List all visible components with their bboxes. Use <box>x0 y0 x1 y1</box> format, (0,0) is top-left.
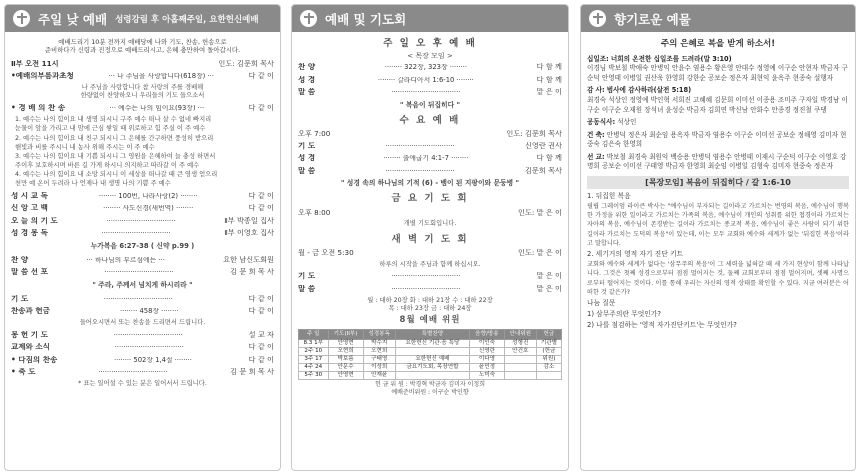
lyric-line: 3. 예수는 나의 힘이요 내 기쁨 되시니 그 영원을 은혜하여 늘 충성 하면서 <box>15 152 216 160</box>
table-cell: 이인숙 <box>470 339 505 347</box>
offerings-panel <box>580 4 856 471</box>
table-row <box>299 339 562 347</box>
section-label: 십일조: <box>587 54 609 63</box>
table-row <box>299 363 562 371</box>
prep-committee: 예배준비위원 : 이구순 박인향 <box>391 389 469 397</box>
discussion-heading: 나눔 질문 <box>587 299 616 308</box>
order-item: ··· 하나님의 부르심에는 ··· <box>86 256 165 264</box>
table-cell: 이다영 <box>470 355 505 363</box>
order-row <box>11 343 274 352</box>
order-label: 교제와 소식 <box>11 343 50 352</box>
question: 1) 삼무주의란 무엇인가? <box>587 310 661 319</box>
table-cell: 8.3 1부 <box>299 339 329 347</box>
table-cell: 위원) <box>536 355 561 363</box>
intro-text <box>11 38 274 54</box>
donor-names: 박보철 최경숙 최원익 백승용 안병덕 염용수 안병태 이재시 구순덕 이구순 이영호 강명희 공보순 이미선 구태영 박금자 한영희 최순임 이병일 김형숙 김미자 현중숙 정은자 <box>587 152 847 171</box>
order-performer: 맡 은 이 <box>536 272 562 281</box>
donor-names: 이경님 박보철 박애숙 안병익 안윤수 염용수 황은영 안대수 정영예 이구순 안현자 박금자 구순덕 안영태 이병일 권산욱 한영희 강한순 공보순 정은자 최현익 윤옥주 현종숙 설행자 <box>587 64 848 82</box>
donor-names: 안병덕 정은자 최순임 용옥자 박금자 염용수 이구순 이미선 공보순 정해영 김미자 현중숙 김은숙 한영희 <box>587 130 847 149</box>
order-row <box>11 192 274 201</box>
meal-section <box>587 118 849 128</box>
order-row <box>298 63 562 72</box>
table-cell: 안문수 <box>328 363 363 371</box>
order-row <box>11 217 274 226</box>
order-label: 찬 양 <box>11 255 29 264</box>
leader-label: 인도: 김문희 목사 <box>218 60 274 68</box>
order-performer: Ⅱ부 박종일 집사 <box>224 216 274 225</box>
pm-theme: " 복음이 뒤집히다 " <box>399 100 461 109</box>
order-performer: 김 문 희 목 사 <box>230 268 274 276</box>
mission-section <box>587 153 849 172</box>
offering-note: 들어오시면서 또는 찬송을 드리면서 드립니다. <box>79 319 206 327</box>
cross-icon <box>589 10 606 27</box>
column-header: 특별찬양 <box>395 330 469 339</box>
intro-line: 예배드리기 10분 전까지 예배당에 나와 기도, 찬송, 헌송으로 <box>58 38 227 46</box>
table-cell: 안영현 <box>328 371 363 379</box>
lyric-line: 2. 예수는 나의 힘이요 내 친구 되시니 그 은혜를 간구하면 풍성히 받으리 <box>15 134 214 142</box>
order-item: ········ 사도신경(새번역) ········ <box>103 205 194 213</box>
order-performer: 설 교 자 <box>248 330 274 339</box>
order-item: ································ <box>103 295 173 303</box>
order-performer: 다 같 이 <box>248 343 274 352</box>
order-item: ········ 502장 1,4절 ········ <box>113 356 192 364</box>
order-row <box>11 268 274 277</box>
order-label: 기 도 <box>11 294 29 303</box>
table-cell: 박수지 <box>363 339 395 347</box>
order-row <box>298 154 562 163</box>
order-item: ········ 갈라디아서 1:6-10 ········ <box>377 76 474 84</box>
scripture-ref: 누가복음 6:27-38 ( 신약 p.99 ) <box>90 241 195 250</box>
order-row <box>298 88 562 97</box>
lyric-line: 나 주님을 사랑합니다 참 사랑의 주를 경배해 <box>81 84 204 92</box>
order-performer: 요한 남신도회원 <box>223 255 274 264</box>
order-label: 기 도 <box>298 272 316 281</box>
order-item: ··· 예수는 나의 힘이요(93장) ··· <box>109 104 205 112</box>
fri-note: 개별 기도회입니다. <box>403 220 457 228</box>
lyric-line: 눈물이 앞을 가리고 내 맘에 근심 쌓일 때 위로하고 힘 주실 이 주 예수 <box>15 125 206 133</box>
table-cell <box>504 371 536 379</box>
table-cell: 오현희 <box>328 347 363 355</box>
lyric-line: 1. 예수는 나의 힘이요 내 생명 되시니 구주 예수 떠나 살 수 없네 빠지리 <box>15 116 212 124</box>
intro-line: 준비하다가 신령과 진정으로 예배드리시고, 은혜 충만하여 돌아갑시다. <box>44 46 241 54</box>
dawn-schedule: 목 : 대하 23장 금 : 대하 24장 <box>388 305 472 313</box>
cross-icon <box>13 10 30 27</box>
order-row <box>298 285 562 294</box>
order-performer: 다 함 께 <box>536 75 562 84</box>
column-header: 성경봉독 <box>363 330 395 339</box>
table-cell: 5주 30 <box>299 371 329 379</box>
order-item: ········ 100번, 나라사랑(2) ········ <box>98 193 198 201</box>
column-header: 기도(II부) <box>328 330 363 339</box>
table-cell: 윤민정 <box>470 363 505 371</box>
small-group-banner: [목장모임] 복음이 뒤집히다 / 갈 1:6-10 <box>587 176 849 189</box>
table-cell: 요한헌신 예배 <box>395 355 469 363</box>
column-header: 헌금 <box>536 330 561 339</box>
order-label: •예배의부름과초청 <box>11 71 74 80</box>
order-item: ································ <box>391 89 461 97</box>
order-label: • 축 도 <box>11 367 36 376</box>
call-lyrics <box>11 84 274 100</box>
footnote: * 표는 일어설 수 있는 분은 일어서서 드립니다. <box>78 380 207 388</box>
order-performer: Ⅱ부 이영호 집사 <box>224 229 274 238</box>
order-row <box>11 256 274 265</box>
order-row <box>11 104 274 113</box>
wed-service-title: 수 요 예 배 <box>399 114 461 126</box>
table-cell <box>395 371 469 379</box>
order-row <box>11 204 274 213</box>
order-row <box>298 272 562 281</box>
point-text: 필립 그레이엄 라이큰 박사는 "예수님이 부자되는 길이라고 가르치는 번영의 복음, 예수님이 행복한 가정을 위한 일이라고 가르치는 가족의 복음, 예수님이 개인의 성취를 위한 첩경이라 가르치는 자아의 복음, 예수님이 존경받는 길이라 가르치는 종교적 복음, 예수님이 좋은 사람이 되기 위한 길이라 가르치는 도덕의 복음"이 있는데, 이는 모두 교회와 예수와 세계가 없는 '뒤집힌 복음'이라고 말합니다. <box>587 202 849 247</box>
order-item: ································ <box>114 344 184 352</box>
order-label: • 경 배 의 찬 송 <box>11 103 66 112</box>
table-cell <box>504 363 536 371</box>
order-performer: 다 같 이 <box>248 306 274 315</box>
order-item: ································ <box>385 167 455 175</box>
order-item: ································ <box>391 285 461 293</box>
order-label: 오 늘 의 기 도 <box>11 216 58 225</box>
leader-label: 인도: 맡 은 이 <box>518 208 562 217</box>
order-item: ································ <box>106 217 176 225</box>
building-section <box>587 131 849 150</box>
order-row <box>11 368 274 377</box>
order-performer: 다 같 이 <box>248 71 274 80</box>
pm-service-sub: < 목장 모임 > <box>407 51 453 60</box>
panel-title: 주일 낮 예배 <box>38 11 108 27</box>
table-row <box>299 347 562 355</box>
table-cell: 안영현 <box>328 339 363 347</box>
time-label: Ⅱ부 오전 11시 <box>11 60 59 68</box>
table-cell: 구태영 <box>363 355 395 363</box>
service-time <box>298 209 562 217</box>
table-cell <box>536 371 561 379</box>
order-item: ································ <box>391 273 461 281</box>
donor-names: 최경숙 석상인 정영예 박인혁 서희진 고혜혜 김문희 이미선 이종용 조미주 구자일 박경남 이구순 이구순 오재원 장석녀 윤성순 박금자 김희연 박신남 안화수 안종경 정진철 쿠댕 <box>587 95 848 114</box>
order-item: ································ <box>113 331 183 339</box>
table-header-row <box>299 330 562 339</box>
panel-header <box>292 5 568 32</box>
section-label: 건 축: <box>587 130 605 139</box>
donor-names: 석상인 <box>617 118 637 127</box>
table-cell: 이성희 <box>363 363 395 371</box>
sermon-title: " 주라, 주께서 넘치게 하시리라 " <box>92 280 193 289</box>
order-item: ········ 458장 ········ <box>120 307 179 315</box>
order-performer: 다 같 이 <box>248 355 274 364</box>
order-label: 말 씀 <box>298 88 316 97</box>
order-label: 봉 헌 기 도 <box>11 330 48 339</box>
order-item: ································ <box>104 269 174 276</box>
lyric-line: 핸빛과 비를 주시니 내 농사 위해 주시는 이 주 예수 <box>15 143 155 151</box>
time-label: 월 - 금 오전 5:30 <box>298 248 354 257</box>
order-item: ································ <box>101 230 171 238</box>
question: 2) 나를 점검하는 '영적 자가진단키트'는 무엇인가? <box>587 320 737 329</box>
column-header: 음향/방송 <box>470 330 505 339</box>
panel-subtitle: 성령강림 후 아홉째주일, 요한헌신예배 <box>115 14 259 25</box>
order-item: ··· 나 주님을 사랑합니다(618장) ··· <box>108 72 214 80</box>
table-cell: 4주 24 <box>299 363 329 371</box>
service-time <box>11 60 274 68</box>
order-label: 성 경 봉 독 <box>11 229 48 238</box>
sunday-worship-panel <box>4 4 281 471</box>
panel-header <box>5 5 280 32</box>
service-time <box>298 130 562 138</box>
fri-prayer-title: 금 요 기 도 회 <box>391 193 469 205</box>
table-cell: (헌금 <box>536 347 561 355</box>
order-performer: 김 문 희 목 사 <box>230 367 274 376</box>
lyric-line: 천만 예 온어 두려라 나 언제나 내 생명 나의 기쁨 주 예수 <box>15 180 171 188</box>
order-label: 찬송과 헌금 <box>11 306 50 315</box>
table-cell: 금요기도회, 목장연합 <box>395 363 469 371</box>
order-performer: 맡 은 이 <box>536 88 562 97</box>
table-cell: 감소 <box>536 363 561 371</box>
services-panel <box>291 4 569 471</box>
committee-table <box>298 329 562 379</box>
order-label: 말 씀 선 포 <box>11 268 48 276</box>
offering-heading: 주의 은혜로 복을 받게 하소서! <box>660 39 776 49</box>
table-cell: 2주 10 <box>299 347 329 355</box>
column-header: 안내위원 <box>504 330 536 339</box>
table-cell: 신영란 <box>470 347 505 355</box>
time-label: 오후 7:00 <box>298 130 331 139</box>
point-heading: 2. 세기거의 영적 자기 진단 키트 <box>587 250 684 259</box>
order-label: 신 앙 고 백 <box>11 204 48 213</box>
order-label: 성 시 교 독 <box>11 192 48 201</box>
lyric-line: 주이후 보호하시며 바른 길 가게 하시니 의지하고 따라갈 이 주 예수 <box>15 162 200 170</box>
table-cell: 오현희 <box>363 347 395 355</box>
table-cell: 박보름 <box>328 355 363 363</box>
service-time <box>298 249 562 257</box>
order-performer: 다 함 께 <box>536 63 562 72</box>
order-row <box>298 167 562 176</box>
hymn-lyrics <box>15 116 274 188</box>
point-text: 교회와 예수와 세계가 없다는 '삼무주의 복음'이 그 세력을 넓혀갈 때 세 가지 현상이 함께 나타납니다. 그것은 첫째 성경으로부터 점점 멀어지는 것, 둘째 교회로부터 점점 멀어지며, 셋째 사명으로부터 떨어지는 것이다. 이를 통해 우리는 자신의 영적 상태를 확인할 수 있다. 지금 여러분은 어떠한 것 같은가? <box>587 261 849 296</box>
table-cell: 안재윤 <box>363 371 395 379</box>
table-row <box>299 355 562 363</box>
order-performer: 다 같 이 <box>248 294 274 303</box>
order-performer: 다 같 이 <box>248 103 274 112</box>
order-row <box>11 229 274 238</box>
order-label: 성 경 <box>298 154 316 163</box>
dawn-prayer-title: 새 벽 기 도 회 <box>391 233 469 245</box>
lyric-line: 한량없이 찬양하오니 우리들의 기도 들으소서 <box>80 92 205 100</box>
wed-theme: " 성경 속의 하나님의 기적 (6) - 뱀이 된 지팡이와 문둥병 " <box>340 179 520 188</box>
section-label: 공동식사: <box>587 118 616 127</box>
order-performer: 맡 은 이 <box>536 284 562 293</box>
section-verse: 범사에 감사하라(살전 5:18) <box>606 86 692 95</box>
order-item: ································ <box>98 368 168 376</box>
order-row <box>11 295 274 304</box>
order-item: ································ <box>385 142 455 150</box>
order-row <box>298 76 562 85</box>
time-label: 오후 8:00 <box>298 208 331 217</box>
cross-icon <box>300 10 317 27</box>
table-cell: 요한헌신 기관·음 특당 <box>395 339 469 347</box>
order-row <box>11 331 274 340</box>
table-cell: 노미숙 <box>470 371 505 379</box>
table-cell <box>395 347 469 355</box>
section-label: 선 교: <box>587 152 605 161</box>
table-row <box>299 371 562 379</box>
dawn-note: 하루의 시작을 주님과 함께 하십시오. <box>379 260 481 268</box>
order-label: 말 씀 <box>298 284 316 293</box>
order-row <box>11 356 274 365</box>
order-row <box>298 142 562 151</box>
order-label: 말 씀 <box>298 166 316 175</box>
panel-title: 예배 및 기도회 <box>325 11 407 27</box>
leader-label: 인도: 김문희 목사 <box>506 130 562 139</box>
order-label: • 다짐의 찬송 <box>11 355 58 364</box>
order-row <box>11 72 274 81</box>
section-verse: 너희의 온전한 십일조를 드려라(말 3:10) <box>610 54 732 63</box>
section-label: 감 사: <box>587 86 605 95</box>
order-label: 찬 양 <box>298 63 316 72</box>
order-item: ········ 322장, 323장 ········ <box>384 64 467 72</box>
thanks-section <box>587 86 849 115</box>
order-label: 성 경 <box>298 75 316 84</box>
order-performer: 다 함 께 <box>536 154 562 163</box>
order-row <box>11 307 274 316</box>
panel-header <box>581 5 855 32</box>
table-cell: 기관별 <box>536 339 561 347</box>
table-cell: 성형진 <box>504 339 536 347</box>
tithe-section <box>587 55 849 84</box>
pm-service-title: 주 일 오 후 예 배 <box>383 38 477 49</box>
table-cell: 3주 17 <box>299 355 329 363</box>
table-cell: 안건호 <box>504 347 536 355</box>
panel-title: 향기로운 예물 <box>614 11 691 27</box>
order-item: ········ 출애굽기 4:1-7 ········ <box>383 155 469 163</box>
leader-label: 인도: 맡 은 이 <box>518 248 562 257</box>
order-performer: 다 같 이 <box>248 192 274 201</box>
offering-committee: 헌 금 위 원 : 박경혁 박금자 김미자 이정희 <box>374 380 486 388</box>
order-performer: 다 같 이 <box>248 204 274 213</box>
column-header: 주 일 <box>299 330 329 339</box>
order-performer: 김문희 목사 <box>524 166 562 175</box>
order-label: 기 도 <box>298 141 316 150</box>
aug-committee-title: 8월 예배 위원 <box>399 315 461 326</box>
dawn-schedule: 월 : 대하 20장 화 : 대하 21장 수 : 대하 22장 <box>367 297 493 305</box>
table-cell <box>504 355 536 363</box>
point-heading: 1. 뒤집힌 복음 <box>587 191 631 200</box>
lyric-line: 4. 예수는 나의 힘이요 내 소망 되시니 이 세상을 떠나갈 때 큰 영생 얻으리 <box>15 171 218 179</box>
order-performer: 신영란 권사 <box>524 141 562 150</box>
